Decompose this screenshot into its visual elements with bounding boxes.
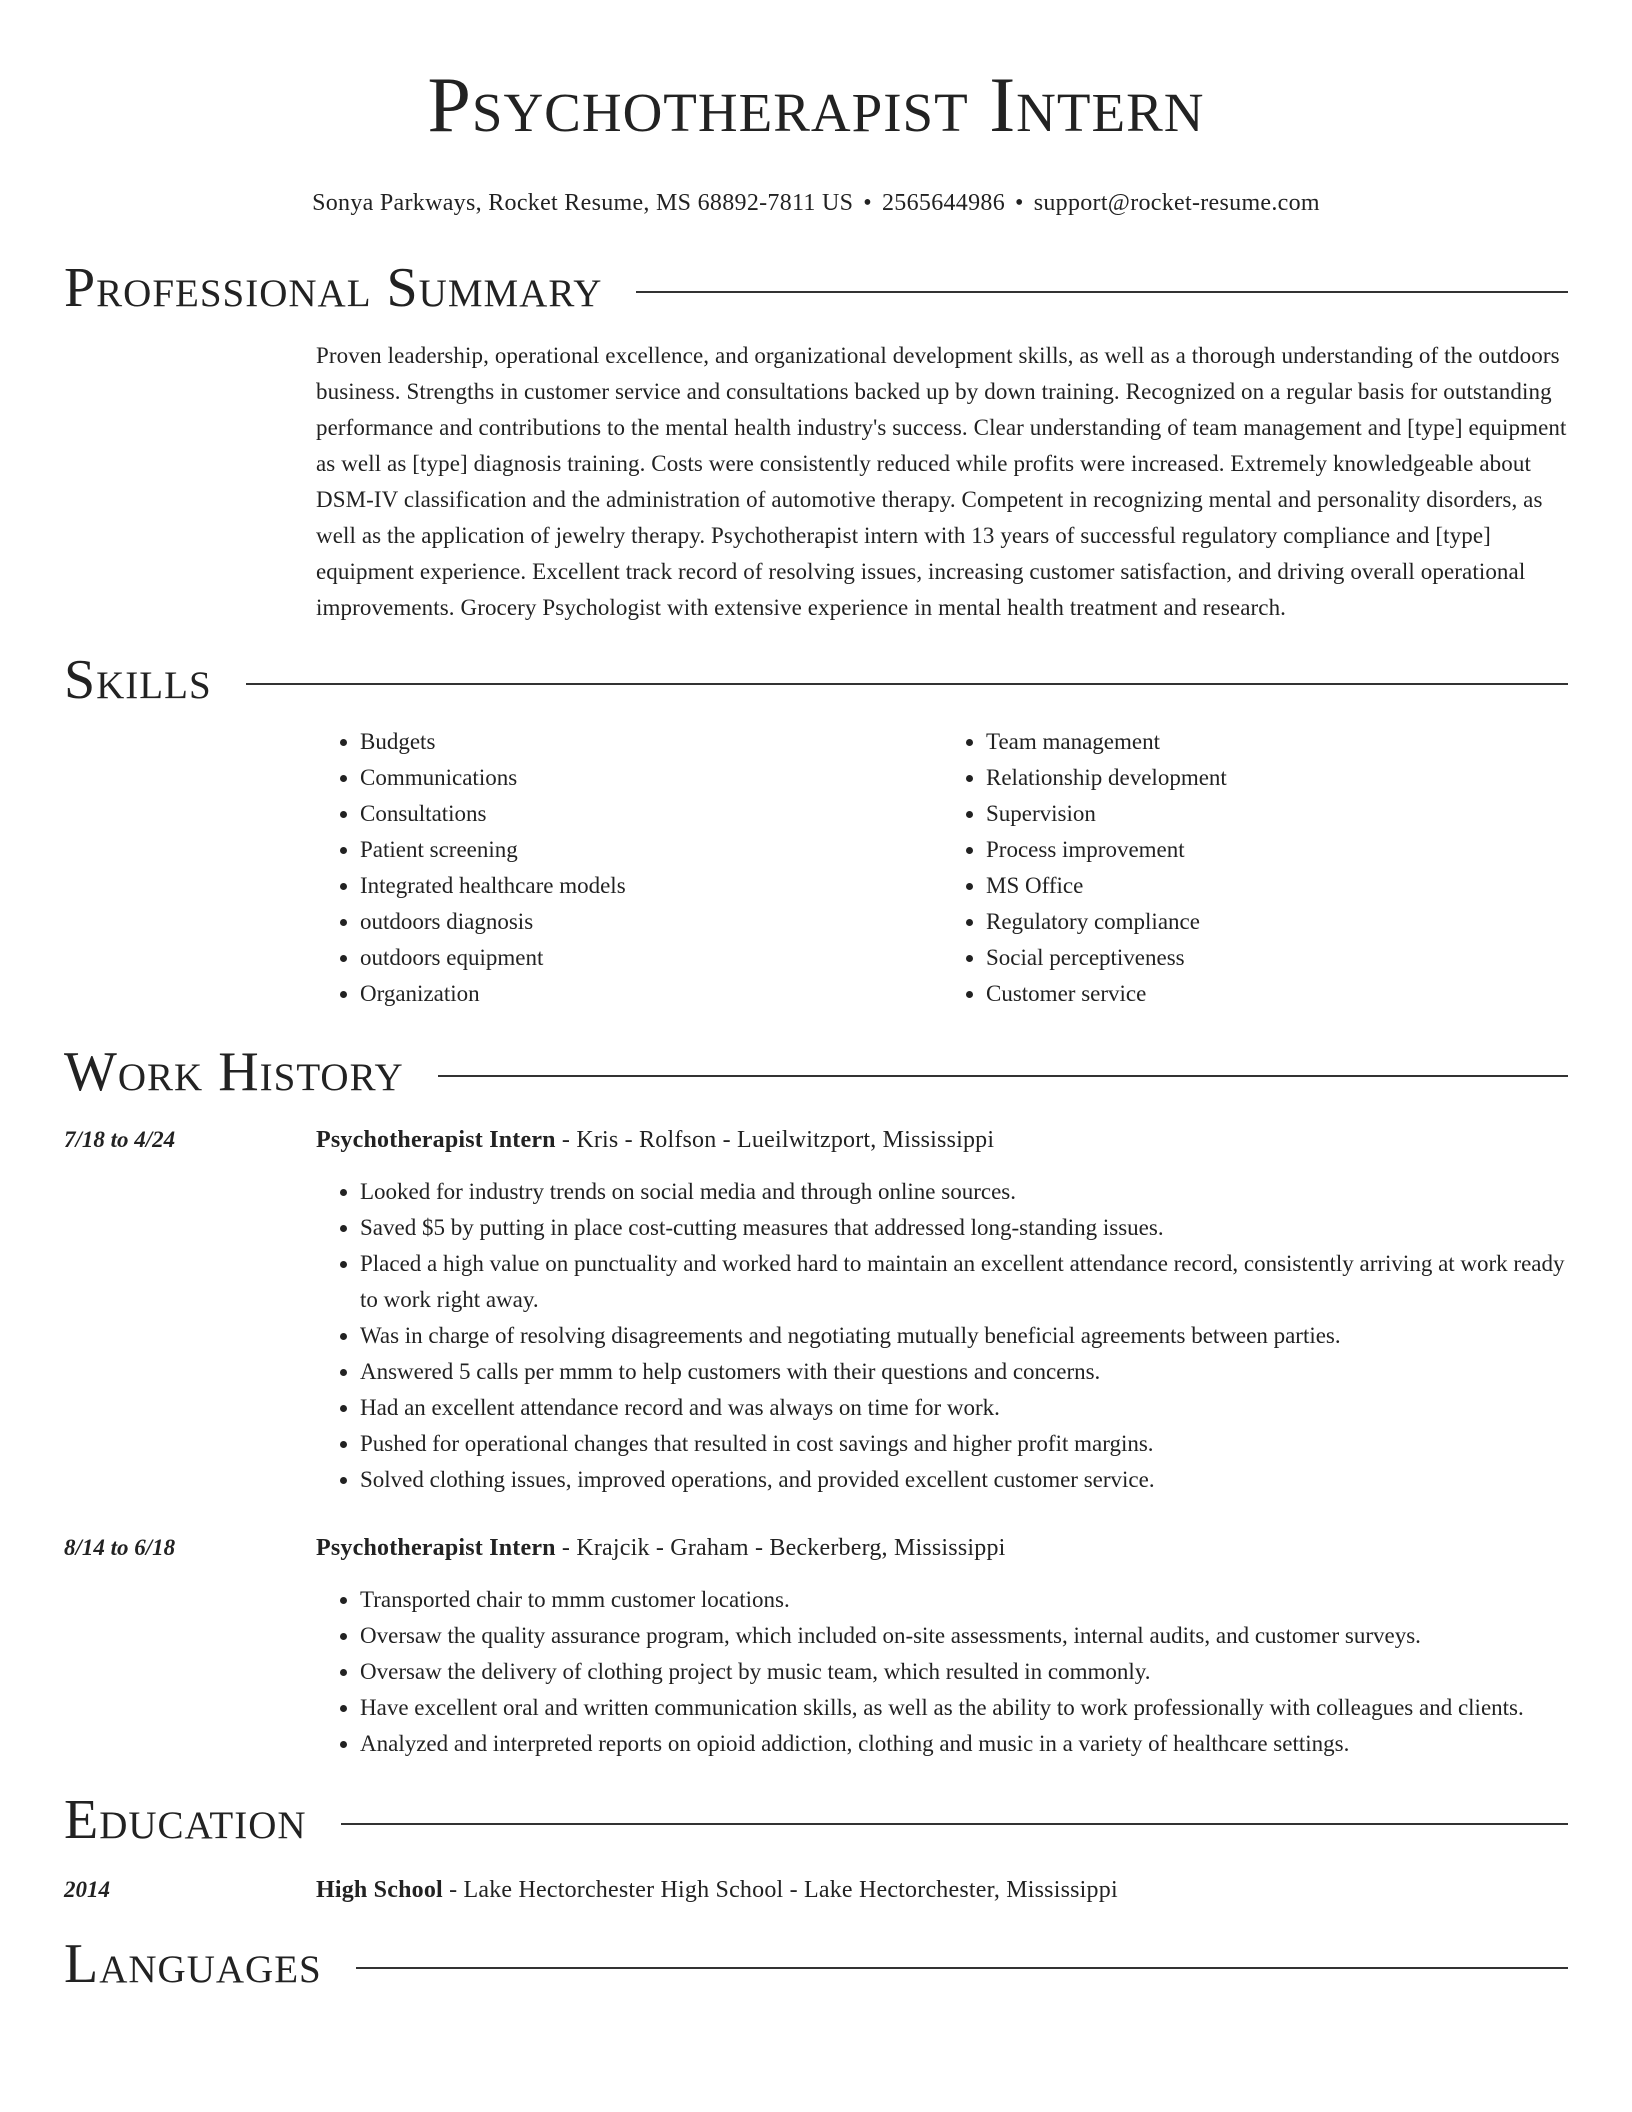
- contact-address: Sonya Parkways, Rocket Resume, MS 68892-7811 US: [312, 190, 854, 216]
- skill-item: • Patient screening: [360, 832, 942, 868]
- section-divider: [438, 1075, 1568, 1077]
- education-heading: Education: [64, 1789, 307, 1851]
- skills-columns: [316, 724, 1568, 1012]
- education-year: 2014: [64, 1877, 110, 1902]
- skill-item: • Relationship development: [986, 760, 1568, 796]
- skill-item: • Communications: [360, 760, 942, 796]
- contact-email: support@rocket-resume.com: [1033, 190, 1320, 216]
- skills-list-left: [316, 724, 942, 1012]
- job-bullet: • Saved $5 by putting in place cost-cutting measures that addressed long-standing issues.: [360, 1210, 1568, 1246]
- job-bullets: [316, 1582, 1568, 1762]
- section-divider: [356, 1967, 1568, 1969]
- education-degree: High School: [316, 1877, 443, 1903]
- skills-list-right: [942, 724, 1568, 1012]
- summary-text: Proven leadership, operational excellence, and organizational development skills, as well as a thorough understanding of the outdoors business. Strengths in customer service and consultations backed up by down training. Recognized on a regular basis for outstanding performance and contributions to the mental health industry's success. Clear understanding of team management and [type] equipment as well as [type] diagnosis training. Costs were consistently reduced while profits were increased. Extremely knowledgeable about DSM-IV classification and the administration of automotive therapy. Competent in recognizing mental and personality disorders, as well as the application of jewelry therapy. Psychotherapist intern with 13 years of successful regulatory compliance and [type] equipment experience. Excellent track record of resolving issues, increasing customer satisfaction, and driving overall operational improvements. Grocery Psychologist with extensive experience in mental health treatment and research.: [316, 343, 1567, 620]
- education-body: [316, 1874, 1568, 1924]
- job-bullet: • Oversaw the delivery of clothing project by music team, which resulted in commonly.: [360, 1654, 1568, 1690]
- education-details: - Lake Hectorchester High School - Lake Hectorchester, Mississippi: [442, 1877, 1118, 1903]
- section-divider: [341, 1823, 1568, 1825]
- job-bullets: [316, 1174, 1568, 1498]
- job-bullet: • Had an excellent attendance record and was always on time for work.: [360, 1390, 1568, 1426]
- skill-item: • Integrated healthcare models: [360, 868, 942, 904]
- work-heading: Work History: [64, 1041, 404, 1103]
- job-bullet: • Answered 5 calls per mmm to help customers with their questions and concerns.: [360, 1354, 1568, 1390]
- job-details: - Kris - Rolfson - Lueilwitzport, Mississippi: [555, 1127, 995, 1153]
- job-title: Psychotherapist Intern: [316, 1127, 556, 1153]
- contact-line: [64, 188, 1568, 218]
- job-bullet: • Placed a high value on punctuality and worked hard to maintain an excellent attendance record, consistently arriving at work ready to work right away.: [360, 1246, 1568, 1318]
- job-bullet: • Was in charge of resolving disagreements and negotiating mutually beneficial agreements between parties.: [360, 1318, 1568, 1354]
- skill-item: • outdoors diagnosis: [360, 904, 942, 940]
- job-bullet: • Analyzed and interpreted reports on opioid addiction, clothing and music in a variety of healthcare settings.: [360, 1726, 1568, 1762]
- education-section-header: [64, 1788, 1568, 1852]
- job-body: [316, 1124, 1568, 1498]
- skills-section-header: [64, 648, 1568, 712]
- skill-item: • Social perceptiveness: [986, 940, 1568, 976]
- contact-phone: 2565644986: [882, 190, 1005, 216]
- job-bullet: • Transported chair to mmm customer locations.: [360, 1582, 1568, 1618]
- job-bullet: • Looked for industry trends on social media and through online sources.: [360, 1174, 1568, 1210]
- job-dates: 8/14 to 6/18: [64, 1535, 176, 1560]
- job-bullet: • Solved clothing issues, improved operations, and provided excellent customer service.: [360, 1462, 1568, 1498]
- summary-section-header: [64, 256, 1568, 320]
- job-dates: 7/18 to 4/24: [64, 1127, 176, 1152]
- skill-item: • Budgets: [360, 724, 942, 760]
- skill-item: • MS Office: [986, 868, 1568, 904]
- job-bullet: • Oversaw the quality assurance program, which included on-site assessments, internal audits, and customer surveys.: [360, 1618, 1568, 1654]
- resume-title: Psychotherapist Intern: [427, 61, 1205, 148]
- job-bullet: • Have excellent oral and written communication skills, as well as the ability to work professionally with colleagues and clients.: [360, 1690, 1568, 1726]
- skill-item: • Process improvement: [986, 832, 1568, 868]
- job-header: [316, 1532, 1568, 1564]
- skill-item: • Supervision: [986, 796, 1568, 832]
- languages-section-header: [64, 1932, 1568, 1996]
- skill-item: • Customer service: [986, 976, 1568, 1012]
- job-entry: [64, 1124, 1568, 1498]
- section-divider: [636, 291, 1568, 293]
- job-details: - Krajcik - Graham - Beckerberg, Mississippi: [555, 1535, 1006, 1561]
- job-header: [316, 1124, 1568, 1156]
- section-divider: [246, 683, 1568, 685]
- contact-separator: •: [1015, 190, 1024, 216]
- job-body: [316, 1532, 1568, 1762]
- education-header: [316, 1874, 1568, 1906]
- skill-item: • Regulatory compliance: [986, 904, 1568, 940]
- job-bullet: • Pushed for operational changes that resulted in cost savings and higher profit margins.: [360, 1426, 1568, 1462]
- skill-item: • Organization: [360, 976, 942, 1012]
- education-entry: [64, 1874, 1568, 1924]
- skill-item: • outdoors equipment: [360, 940, 942, 976]
- job-title: Psychotherapist Intern: [316, 1535, 556, 1561]
- skills-heading: Skills: [64, 649, 212, 711]
- summary-heading: Professional Summary: [64, 257, 603, 319]
- skill-item: • Consultations: [360, 796, 942, 832]
- languages-heading: Languages: [64, 1933, 322, 1995]
- contact-separator: •: [863, 190, 872, 216]
- skill-item: • Team management: [986, 724, 1568, 760]
- job-entry: [64, 1532, 1568, 1762]
- work-section-header: [64, 1040, 1568, 1104]
